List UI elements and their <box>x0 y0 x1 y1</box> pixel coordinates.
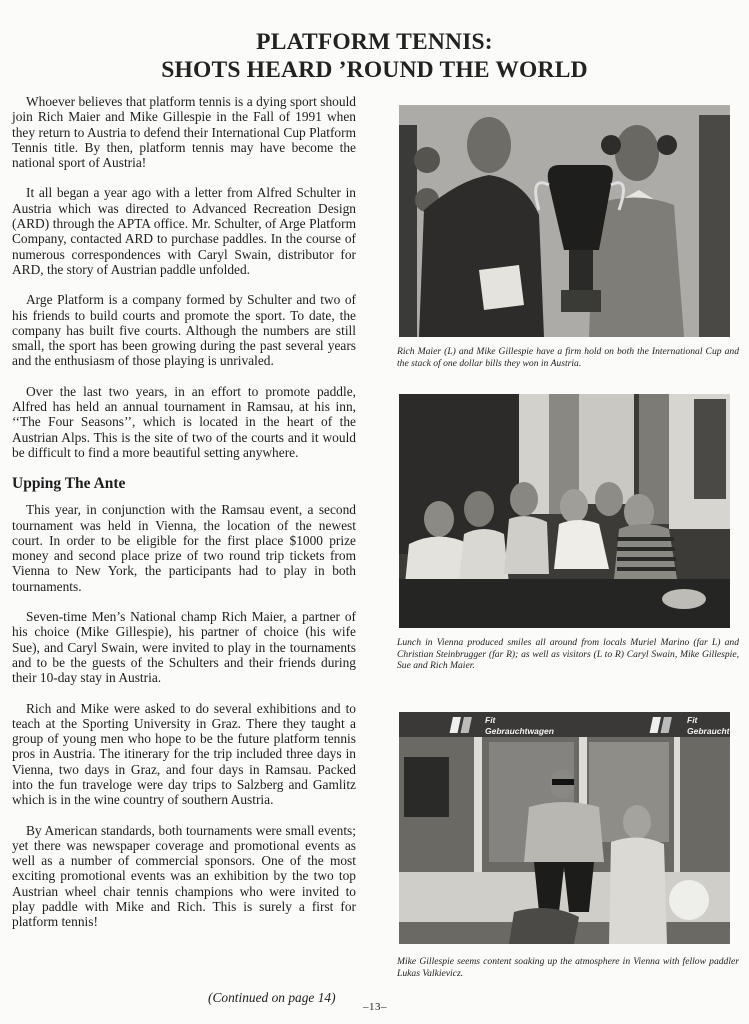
title-line-1: PLATFORM TENNIS: <box>256 29 493 55</box>
paragraph: By American standards, both tournaments were small events; yet there was newspaper coverage and promotional events as well as a number of commercial sponsors. One of the most exciting promotional events was an exhibition by the two top Austrian wheel chair tennis champions who were invited to play paddle with Mike and Rich. This is surely a first for platform tennis! <box>12 822 356 930</box>
paragraph: Over the last two years, in an effort to promote paddle, Alfred has held an annual tournament in Ramsau, at his inn, ‘‘The Four Seasons’’, which is located in the heart of the Austrian Alps. This is the site of two of the courts and it would be difficult to find a more beautiful setting anywhere. <box>12 383 356 460</box>
section-heading: Upping The Ante <box>12 475 126 493</box>
photo-trophy <box>399 105 730 337</box>
photo-caption: Mike Gillespie seems content soaking up the atmosphere in Vienna with fellow paddler Lukas Valkievicz. <box>397 956 739 979</box>
photo-caption: Lunch in Vienna produced smiles all around from locals Muriel Marino (far L) and Christian Steinbrugger (far R); as well as visitors (L to R) Caryl Swain, Mike Gillespie, Sue and Rich Maier. <box>397 637 739 672</box>
paragraph: Rich and Mike were asked to do several exhibitions and to teach at the Sporting University in Graz. There they taught a group of young men who hope to be the future platform tennis pros in Austria. The itinerary for the trip included three days in Vienna, two days in Graz, and four days in Ramsau. Packed into the fun traveloge were day trips to Salzberg and Gamlitz which is in the wine country of southern Austria. <box>12 700 356 808</box>
sign-text: Gebrauchtw <box>687 726 737 736</box>
photo-caption: Rich Maier (L) and Mike Gillespie have a firm hold on both the International Cup and the stack of one dollar bills they won in Austria. <box>397 346 739 369</box>
photo-lunch <box>399 394 730 628</box>
sign-text: Fit <box>485 715 496 725</box>
paragraph: Whoever believes that platform tennis is a dying sport should join Rich Maier and Mike Gillespie in the Fall of 1991 when they return to Austria to defend their International Cup Platform Tennis title. By then, platform tennis may have become the national sport of Austria! <box>12 94 356 171</box>
sign-text: Gebrauchtwagen <box>485 726 554 736</box>
sign-text: Fit <box>687 715 698 725</box>
continued-note: (Continued on page 14) <box>208 990 336 1005</box>
article-body <box>12 94 356 945</box>
title-line-2: SHOTS HEARD ’ROUND THE WORLD <box>161 57 588 83</box>
article-title <box>0 28 749 84</box>
paragraph: Seven-time Men’s National champ Rich Maier, a partner of his choice (Mike Gillespie), his partner of choice (his wife Sue), and Caryl Swain, were invited to play in the tournaments and to be the guests of the Schulters and their friends during their 10-day stay in Austria. <box>12 609 356 686</box>
paragraph: It all began a year ago with a letter from Alfred Schulter in Austria which was directed to Advanced Recreation Design (ARD) through the APTA office. Mr. Schulter, of Arge Platform Company, contacted ARD to purchase paddles. In the course of numerous correspondences with Caryl Swain, distributor for ARD, the story of Austrian paddle unfolded. <box>12 185 356 277</box>
paragraph: Arge Platform is a company formed by Schulter and two of his friends to build courts and promote the sport. To date, the company has built five courts. Although the numbers are still small, the sport has been growing during the past several years and the enthusiasm of those playing is unrivaled. <box>12 292 356 369</box>
page-number: –13– <box>363 1001 387 1013</box>
photo-vienna <box>399 712 737 944</box>
paragraph: This year, in conjunction with the Ramsau event, a second tournament was held in Vienna, the location of the newest court. In order to be eligible for the first place $1000 prize money and second place prize of two round trip tickets from Vienna to New York, the participants had to play in both tournaments. <box>12 502 356 594</box>
